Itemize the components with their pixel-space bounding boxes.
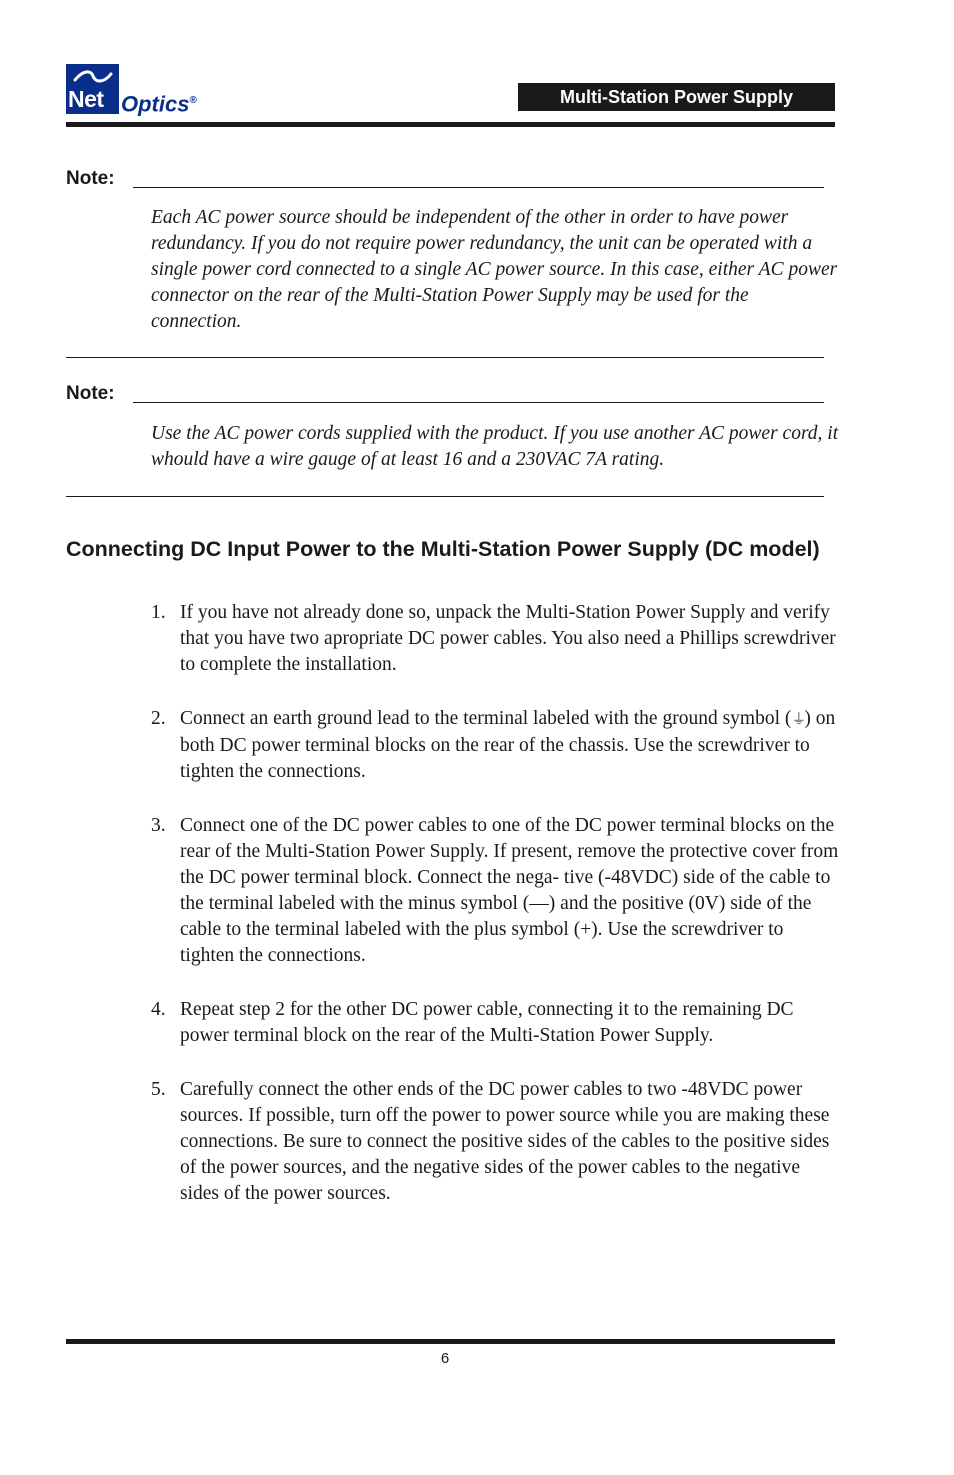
note-text: Each AC power source should be independent of the other in order to have power redundancy. If you do not require power redundancy, the unit can be operated with a single power cord connected to a single AC power source. In this case, either AC power connector on the rear of the Multi-Station Power Supply may be used for the connection. bbox=[151, 207, 838, 332]
step-text: Carefully connect the other ends of the DC power cables to two -48VDC power sources. If possible, turn off the power to power source while you are making these connections. Be sure to connect the positive sides of the cables to the positive sides of the power sources, and the negative sides of the power cables to the negative sides of the power sources. bbox=[180, 1079, 830, 1204]
note-end-rule bbox=[66, 357, 824, 358]
note-label: Note: bbox=[66, 168, 115, 189]
list-item bbox=[151, 997, 841, 1049]
logo-text-net: Net bbox=[68, 86, 104, 112]
step-number: 4. bbox=[151, 999, 166, 1020]
footer-divider bbox=[66, 1339, 835, 1344]
step-text: Repeat step 2 for the other DC power cable, connecting it to the remaining DC power terminal block on the rear of the Multi-Station Power Supply. bbox=[180, 999, 794, 1046]
wave-icon bbox=[73, 70, 113, 84]
ground-symbol-icon: ⏚ bbox=[791, 712, 807, 728]
step-text-continued: ) on both DC power terminal blocks on the rear of the chassis. Use the screwdriver to tighten the connections. bbox=[180, 708, 836, 782]
note-text: Use the AC power cords supplied with the product. If you use another AC power cord, it whould have a wire gauge of at least 16 and a 230VAC 7A rating. bbox=[151, 423, 839, 470]
logo-optics-word: Optics bbox=[121, 91, 190, 117]
logo-mark bbox=[66, 64, 119, 114]
list-item bbox=[151, 813, 841, 969]
step-text: If you have not already done so, unpack the Multi-Station Power Supply and verify that you have two apropriate DC power cables. You also need a Phillips screwdriver to complete the installation. bbox=[180, 602, 836, 675]
netoptics-logo bbox=[66, 64, 226, 116]
instruction-steps bbox=[151, 600, 841, 1235]
document-title-tab: Multi-Station Power Supply bbox=[518, 83, 835, 111]
header-divider bbox=[66, 122, 835, 127]
page-number: 6 bbox=[440, 1350, 450, 1367]
step-number: 2. bbox=[151, 708, 166, 729]
note-label: Note: bbox=[66, 383, 115, 404]
step-number: 3. bbox=[151, 815, 166, 836]
note-end-rule bbox=[66, 496, 824, 497]
step-number: 1. bbox=[151, 602, 166, 623]
note-rule bbox=[133, 187, 824, 188]
list-item bbox=[151, 706, 841, 785]
list-item bbox=[151, 600, 841, 678]
registered-mark: ® bbox=[189, 95, 197, 106]
note-rule bbox=[133, 402, 824, 403]
step-number: 5. bbox=[151, 1079, 166, 1100]
section-heading: Connecting DC Input Power to the Multi-Station Power Supply (DC model) bbox=[66, 537, 820, 561]
list-item bbox=[151, 1077, 841, 1207]
step-text: Connect an earth ground lead to the terminal labeled with the ground symbol ( bbox=[180, 708, 792, 729]
step-text: Connect one of the DC power cables to one of the DC power terminal blocks on the rear of the Multi-Station Power Supply. If present, remove the protective cover from the DC power terminal block. Connect the nega- tive (-48VDC) side of the cable to the terminal labeled with the minus symbol (—) and the positive (0V) side of the cable to the terminal labeled with the plus symbol (+). Use the screwdriver to tighten the connections. bbox=[180, 815, 839, 966]
logo-text-optics bbox=[121, 88, 197, 117]
